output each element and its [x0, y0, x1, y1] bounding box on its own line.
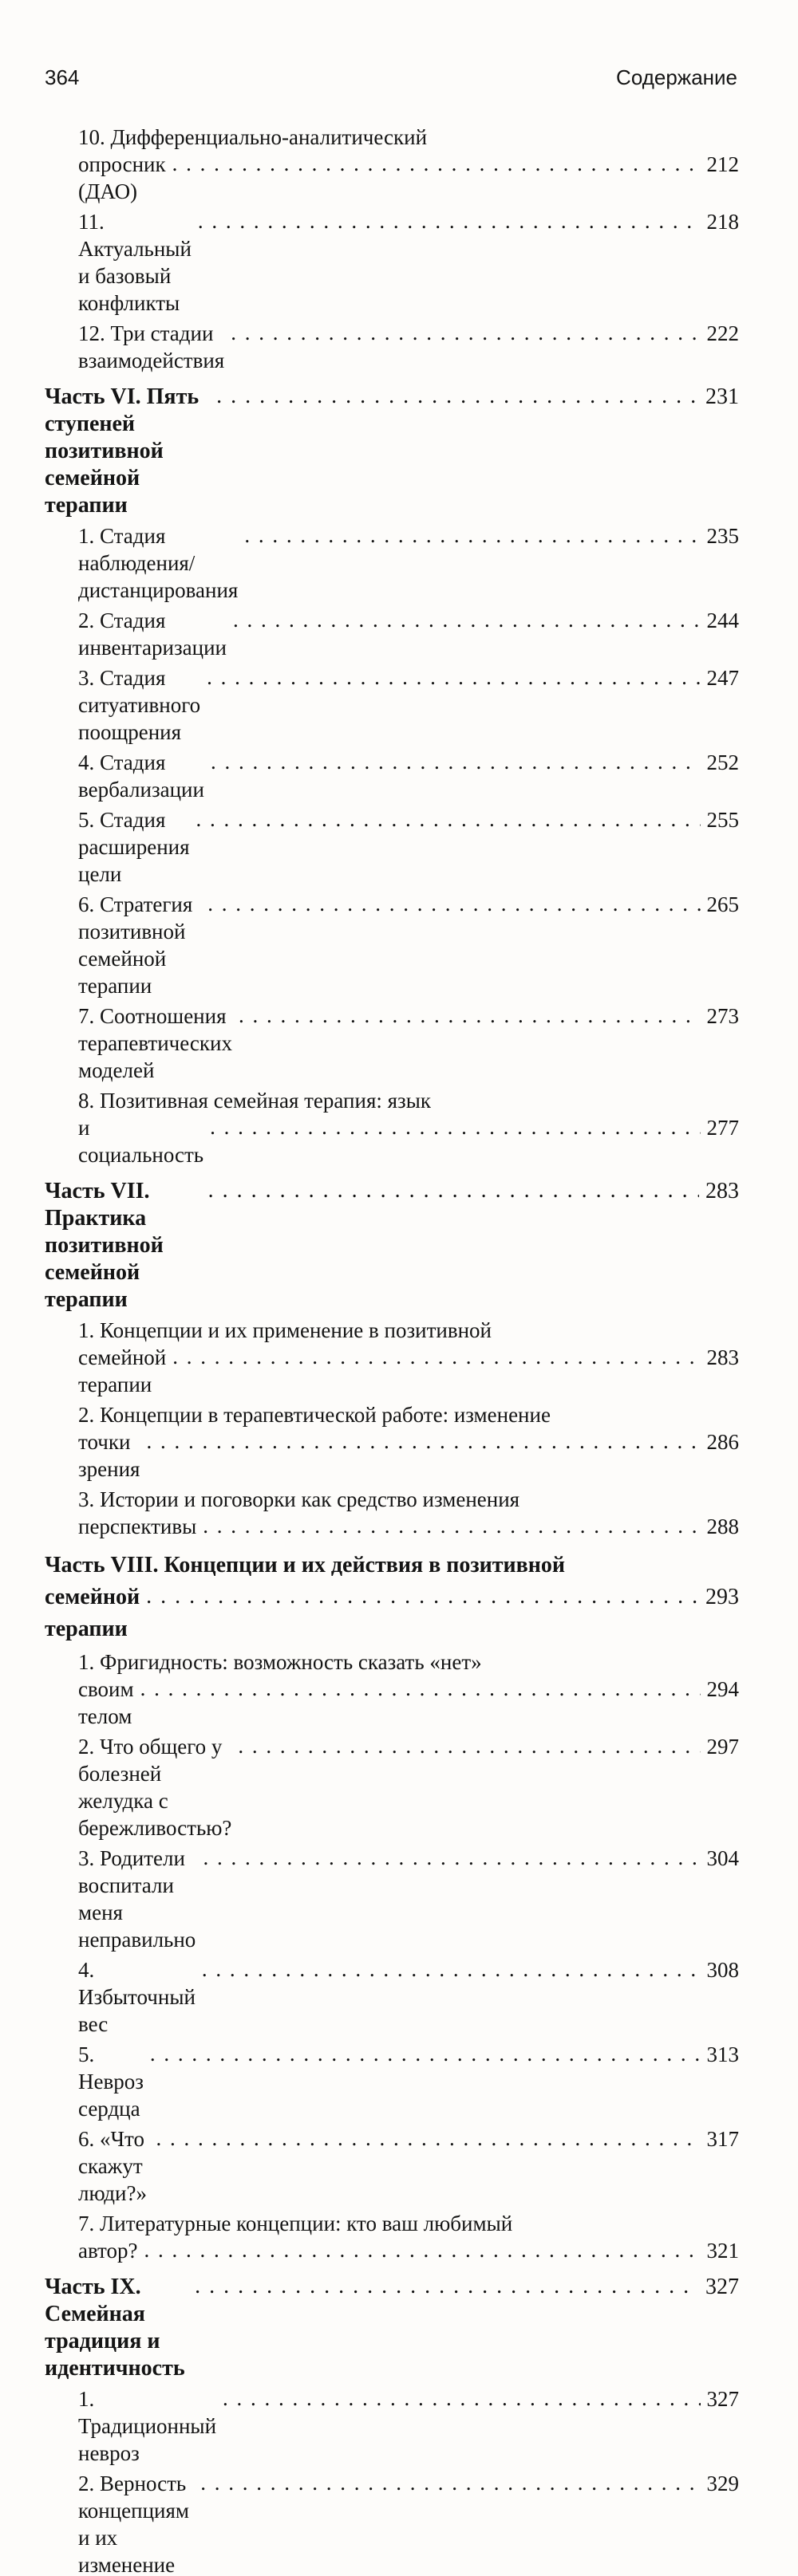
dot-leader: [208, 1177, 699, 1204]
toc-entry[interactable]: [45, 1676, 739, 1730]
toc-entry[interactable]: [45, 208, 739, 317]
toc-entry-line: 3. Истории и поговорки как средство изменения: [78, 1487, 520, 1511]
toc-page-number: 313: [706, 2042, 739, 2066]
dot-leader: [196, 805, 701, 833]
toc-entry-title: 6. Стратегия позитивной семейной терапии: [78, 892, 193, 998]
toc-entry-line: 2. Концепции в терапевтической работе: изменение: [78, 1403, 551, 1427]
toc-entry-line: 1. Фригидность: возможность сказать «нет»: [78, 1650, 482, 1674]
toc-page-number: 283: [706, 1345, 739, 1369]
toc-page-number: 308: [706, 1958, 739, 1982]
dot-leader: [207, 664, 700, 691]
toc-entry-line: 1. Концепции и их применение в позитивной: [78, 1318, 492, 1342]
toc-page-number: 252: [706, 750, 739, 774]
toc-page-number: 212: [706, 152, 739, 176]
running-header: [45, 65, 737, 90]
toc-entry[interactable]: [45, 522, 739, 604]
toc-entry[interactable]: [45, 2237, 739, 2264]
dot-leader: [156, 2125, 701, 2152]
toc-entry[interactable]: [45, 151, 739, 205]
dot-leader: [202, 1956, 701, 1983]
toc-part-heading[interactable]: [45, 1581, 739, 1645]
dot-leader: [210, 1113, 700, 1140]
dot-leader: [238, 1732, 700, 1759]
toc-page-number: 231: [705, 384, 739, 409]
toc-entry-title: перспективы: [78, 1514, 197, 1538]
toc-entry[interactable]: [45, 1733, 739, 1841]
toc-entry[interactable]: [45, 607, 739, 661]
toc-page-number: 304: [706, 1846, 739, 1870]
dot-leader: [172, 150, 701, 177]
dot-leader: [146, 1428, 700, 1455]
toc-entry-title: автор?: [78, 2239, 138, 2263]
toc-entry-title: 4. Стадия вербализации: [78, 750, 204, 802]
dot-leader: [144, 2236, 701, 2263]
toc-entry[interactable]: [45, 1513, 739, 1540]
toc-entry[interactable]: [45, 1956, 739, 2038]
toc-entry-line: 7. Литературные концепции: кто ваш любимый: [78, 2212, 513, 2235]
page-number: 364: [45, 65, 80, 89]
toc-part-title: Часть VII. Практика позитивной семейной терапии: [45, 1179, 164, 1312]
toc-entry-title: и социальность: [78, 1116, 204, 1167]
toc-entry-title: своим телом: [78, 1677, 134, 1728]
toc-entry-title: 3. Родители воспитали меня неправильно: [78, 1846, 196, 1952]
toc-entry[interactable]: [45, 1344, 739, 1398]
dot-leader: [231, 319, 700, 346]
toc-entry-line: 8. Позитивная семейная терапия: язык: [78, 1089, 431, 1113]
toc-entry[interactable]: [45, 2125, 739, 2207]
toc-page-number: 297: [706, 1735, 739, 1759]
toc-page-number: 321: [706, 2239, 739, 2263]
toc-page-number: 327: [706, 2387, 739, 2411]
dot-leader: [203, 1844, 700, 1871]
toc-entry[interactable]: [45, 1428, 739, 1483]
toc-entry-title: 1. Стадия наблюдения/дистанцирования: [78, 524, 239, 602]
toc-entry[interactable]: [45, 664, 739, 746]
toc-page-number: 329: [706, 2472, 739, 2495]
table-of-contents: [45, 124, 739, 2576]
toc-entry[interactable]: [45, 2385, 739, 2467]
toc-page-number: 235: [706, 524, 739, 548]
toc-page-number: 247: [706, 666, 739, 690]
toc-entry[interactable]: [45, 1845, 739, 1953]
toc-page-number: 317: [706, 2127, 739, 2151]
toc-page-number: 286: [706, 1430, 739, 1454]
toc-entry-title: 6. «Что скажут люди?»: [78, 2127, 147, 2205]
toc-entry[interactable]: [45, 2041, 739, 2122]
dot-leader: [207, 890, 700, 917]
toc-part-heading[interactable]: [45, 384, 739, 519]
toc-entry[interactable]: [45, 891, 739, 999]
toc-page-number: 244: [706, 609, 739, 632]
toc-entry-title: 5. Стадия расширения цели: [78, 808, 190, 886]
toc-page-number: 255: [706, 808, 739, 832]
toc-part-heading[interactable]: [45, 1178, 739, 1314]
toc-entry[interactable]: [45, 2470, 739, 2576]
toc-page-number: 218: [706, 210, 739, 234]
toc-entry-title: семейной терапии: [78, 1345, 167, 1396]
toc-page-number: 265: [706, 892, 739, 916]
dot-leader: [233, 606, 701, 633]
toc-page-number: 222: [706, 321, 739, 345]
toc-entry[interactable]: [45, 1114, 739, 1168]
toc-entry-line: 10. Дифференциально-аналитический: [78, 125, 428, 149]
toc-entry[interactable]: [45, 320, 739, 374]
dot-leader: [146, 1581, 699, 1613]
dot-leader: [150, 2040, 701, 2067]
toc-page-number: 327: [705, 2275, 739, 2299]
toc-entry-title: 1. Традиционный невроз: [78, 2387, 217, 2465]
toc-entry-title: 2. Стадия инвентаризации: [78, 609, 227, 660]
toc-page-number: 283: [705, 1179, 739, 1203]
toc-entry-title: 4. Избыточный вес: [78, 1958, 196, 2036]
toc-entry-title: 5. Невроз сердца: [78, 2042, 144, 2121]
dot-leader: [216, 383, 699, 410]
section-title: Содержание: [616, 65, 737, 89]
toc-entry-title: точки зрения: [78, 1430, 140, 1481]
toc-page-number: 277: [706, 1116, 739, 1140]
toc-part-heading-line: Часть VIII. Концепции и их действия в позитивной: [45, 1553, 566, 1578]
dot-leader: [239, 1002, 701, 1029]
dot-leader: [244, 522, 700, 549]
dot-leader: [203, 1512, 700, 1539]
dot-leader: [200, 2469, 700, 2496]
dot-leader: [195, 2273, 699, 2300]
toc-part-title: Часть IX. Семейная традиция и идентичность: [45, 2275, 185, 2381]
toc-entry[interactable]: [45, 806, 739, 888]
dot-leader: [172, 1343, 700, 1370]
toc-page-number: 273: [706, 1004, 739, 1028]
dot-leader: [211, 748, 701, 775]
toc-entry-title: 7. Соотношения терапевтических моделей: [78, 1004, 232, 1082]
dot-leader: [198, 207, 701, 234]
toc-page-number: 294: [706, 1677, 739, 1701]
toc-page-number: 288: [706, 1514, 739, 1538]
toc-entry[interactable]: [45, 1002, 739, 1084]
toc-part-title: Часть VI. Пять ступеней позитивной семейной терапии: [45, 384, 200, 518]
toc-entry-title: 3. Стадия ситуативного поощрения: [78, 666, 201, 744]
toc-entry-title: 2. Верность концепциям и их изменение: [78, 2472, 189, 2576]
dot-leader: [140, 1675, 701, 1702]
toc-part-title: семейной терапии: [45, 1585, 140, 1641]
dot-leader: [223, 2385, 700, 2412]
toc-entry-title: 2. Что общего у болезней желудка с бережливостью?: [78, 1735, 232, 1840]
toc-entry-title: 11. Актуальный и базовый конфликты: [78, 210, 192, 315]
toc-page-number: 293: [705, 1585, 739, 1609]
toc-entry[interactable]: [45, 749, 739, 803]
toc-entry-title: опросник (ДАО): [78, 152, 166, 203]
toc-part-heading[interactable]: [45, 2274, 739, 2382]
toc-entry-title: 12. Три стадии взаимодействия: [78, 321, 225, 372]
